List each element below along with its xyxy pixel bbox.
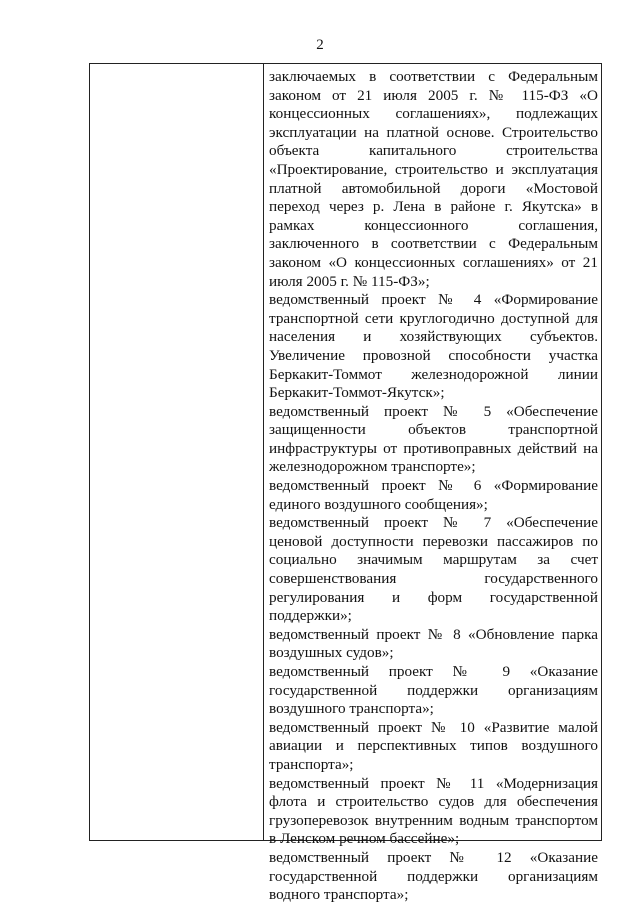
document-table — [89, 63, 602, 904]
page-number: 2 — [316, 37, 324, 53]
column-divider — [263, 64, 264, 840]
paragraph-project-4: ведомственный проект № 4 «Формирование транспортной сети круглогодично доступной для населения и хозяйствующих субъектов. Увеличение провозной способности участка Беркакит-Томмот железнодорожной линии Беркакит-Томмот-Якутск»; — [269, 291, 598, 402]
paragraph-project-6: ведомственный проект № 6 «Формирование единого воздушного сообщения»; — [269, 477, 598, 513]
table-right-cell — [269, 68, 598, 905]
table-left-cell — [90, 64, 263, 840]
paragraph-project-5: ведомственный проект № 5 «Обеспечение защищенности объектов транспортной инфраструктуры от противоправных действий на железнодорожном транспорте»; — [269, 402, 598, 476]
paragraph-concession-continuation: заключаемых в соответствии с Федеральным законом от 21 июля 2005 г. № 115-ФЗ «О концессионных соглашениях», подлежащих эксплуатации на платной основе. Строительство объекта капитального строительства «Проектирование, строительство и эксплуатация платной автомобильной дороги «Мостовой переход через р. Лена в районе г. Якутска» в рамках концессионного соглашения, заключенного в соответствии с Федеральным законом «О концессионных соглашениях» от 21 июля 2005 г. № 115-ФЗ»; — [269, 68, 598, 290]
paragraph-project-7: ведомственный проект № 7 «Обеспечение ценовой доступности перевозки пассажиров по социально значимым маршрутам за счет совершенствования государственного регулирования и форм государственной поддержки»; — [269, 514, 598, 625]
paragraph-project-9: ведомственный проект № 9 «Оказание государственной поддержки организациям воздушного транспорта»; — [269, 663, 598, 718]
paragraph-project-11: ведомственный проект № 11 «Модернизация флота и строительство судов для обеспечения грузоперевозок внутренним водным транспортом в Ленском речном бассейне»; — [269, 774, 598, 848]
paragraph-project-10: ведомственный проект № 10 «Развитие малой авиации и перспективных типов воздушного транспорта»; — [269, 718, 598, 773]
paragraph-project-12: ведомственный проект № 12 «Оказание государственной поддержки организациям водного транспорта»; — [269, 848, 598, 904]
paragraph-project-8: ведомственный проект № 8 «Обновление парка воздушных судов»; — [269, 625, 598, 662]
